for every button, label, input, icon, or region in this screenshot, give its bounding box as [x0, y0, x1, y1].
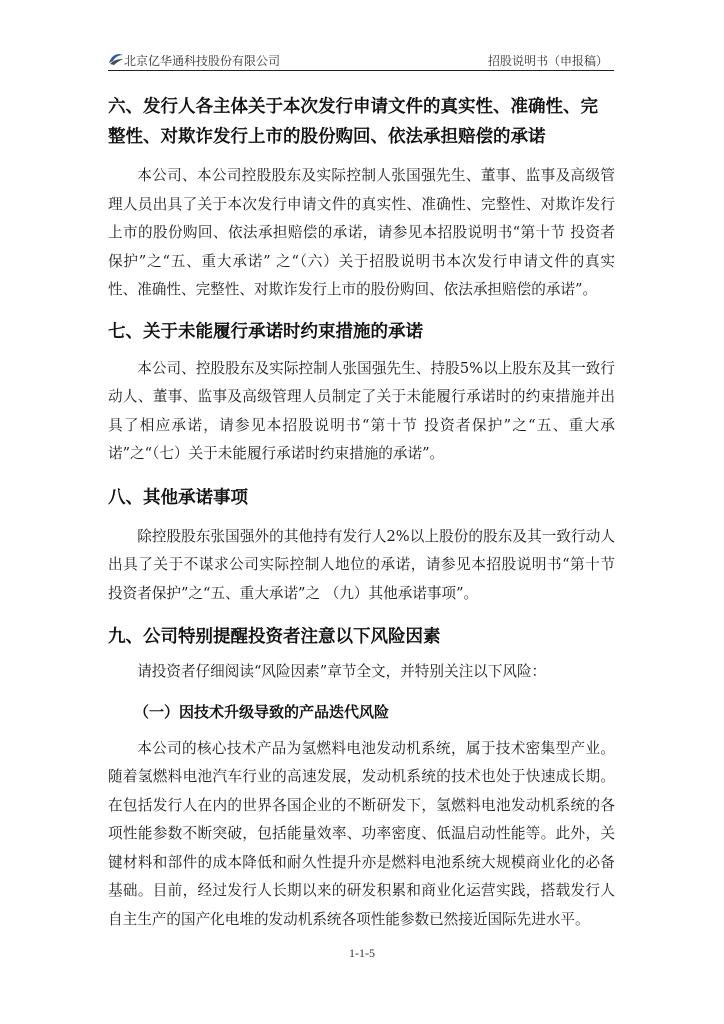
section-6-paragraph: 本公司、本公司控股股东及实际控制人张国强先生、董事、监事及高级管理人员出具了关于本次发行申请文件的真实性、准确性、完整性、对欺诈发行上市的股份购回、依法承担赔偿的承诺，请参见本招股说明书“第十节 投资者保护”之“五、重大承诺” 之“（六）关于招股说明书本次发行申请文件的真实性、准确性、完整性、对欺诈发行上市的股份购回、依法承担赔偿的承诺”。 — [108, 167, 615, 298]
company-logo-icon — [108, 52, 124, 66]
page-header — [108, 50, 614, 71]
page-number: 1-1-5 — [349, 946, 375, 960]
section-9-subsection-title: （一）因技术升级导致的产品迭代风险 — [134, 702, 390, 721]
section-8-title: 八、其他承诺事项 — [108, 487, 248, 508]
section-7-paragraph: 本公司、控股股东及实际控制人张国强先生、持股5%以上股东及其一致行动人、董事、监事及高级管理人员制定了关于未能履行承诺时的约束措施并出具了相应承诺，请参见本招股说明书“第十节 投资者保护”之“五、重大承诺”之“（七）关于未能履行承诺时约束措施的承诺”。 — [108, 359, 615, 462]
document-type: 招股说明书（申报稿） — [487, 54, 608, 68]
section-9-intro: 请投资者仔细阅读“风险因素”章节全文，并特别关注以下风险： — [137, 663, 547, 680]
document-body — [108, 88, 615, 934]
section-9-subsection-paragraph: 本公司的核心技术产品为氢燃料电池发动机系统，属于技术密集型产业。随着氢燃料电池汽车行业的高速发展，发动机系统的技术也处于快速成长期。在包括发行人在内的世界各国企业的不断研发下，氢燃料电池发动机系统的各项性能参数不断突破，包括能量效率、功率密度、低温启动性能等。此外，关键材料和部件的成本降低和耐久性提升亦是燃料电池系统大规模商业化的必备基础。目前，经过发行人长期以来的研发积累和商业化运营实践，搭载发行人自主生产的国产化电堆的发动机系统各项性能参数已然接近国际先进水平。 — [108, 739, 615, 928]
section-8-paragraph: 除控股股东张国强外的其他持有发行人2%以上股份的股东及其一致行动人出具了关于不谋求公司实际控制人地位的承诺，请参见本招股说明书“第十节 投资者保护”之“五、重大承诺”之 （九）其他承诺事项”。 — [108, 527, 615, 602]
section-6-title: 六、发行人各主体关于本次发行申请文件的真实性、准确性、完整性、对欺诈发行上市的股份购回、依法承担赔偿的承诺 — [108, 97, 598, 147]
section-7-title: 七、关于未能履行承诺时约束措施的承诺 — [108, 321, 423, 342]
section-9-title: 九、公司特别提醒投资者注意以下风险因素 — [108, 627, 441, 647]
company-name: 北京亿华通科技股份有限公司 — [124, 54, 281, 68]
